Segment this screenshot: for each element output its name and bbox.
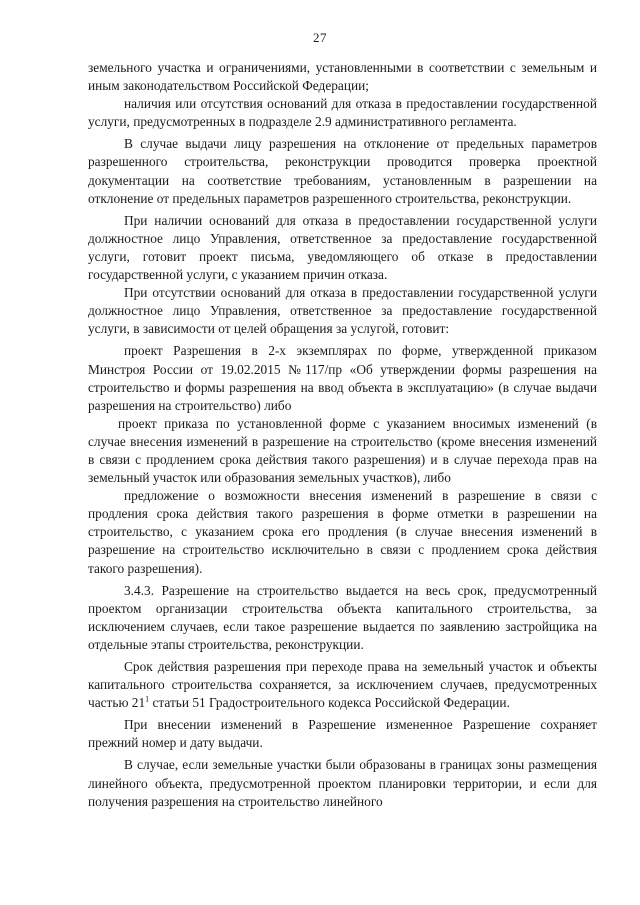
paragraph-land-plot-continuation: земельного участка и ограничениями, установленными в соответствии с земельным и иным законодательством Российской Федерации; <box>88 60 597 94</box>
paragraph-permit-validity-transfer <box>88 658 597 712</box>
superscript-part-number: 1 <box>145 694 150 704</box>
text-validity-tail: статьи 51 Градостроительного кодекса Российской Федерации. <box>149 695 510 711</box>
paragraph-changes-keep-number: При внесении изменений в Разрешение измененное Разрешение сохраняет прежний номер и дату выдачи. <box>88 717 597 751</box>
paragraph-extension-proposal: предложение о возможности внесения изменений в разрешение в связи с продления срока действия такого разрешения в форме отметки в разрешении на строительство, с указанием срока его продления (в случае внесения изменений в разрешение на строительство исключительно в связи с продлением срока действия такого разрешения). <box>88 488 597 576</box>
paragraph-order-draft: проект приказа по установленной форме с указанием вносимых изменений (в случае внесения изменений в разрешение на строительство (кроме внесения изменений в связи с продлением срока действия такого разрешения) и в случае перехода прав на земельный участок или образования земельных участков), либо <box>88 415 597 486</box>
paragraph-grounds-refusal-check: наличия или отсутствия оснований для отказа в предоставлении государственной услуги, предусмотренных в подразделе 2.9 административного регламента. <box>88 96 597 130</box>
paragraph-section-3-4-3: 3.4.3. Разрешение на строительство выдается на весь срок, предусмотренный проектом организации строительства объекта капитального строительства, за исключением случаев, если такое разрешение выдается по заявлению застройщика на отдельные этапы строительства, реконструкции. <box>88 582 597 652</box>
paragraph-permit-draft: проект Разрешения в 2-х экземплярах по форме, утвержденной приказом Минстроя России от 19.02.2015 №117/пр «Об утверждении формы разрешения на строительство и формы разрешения на ввод объекта в эксплуатацию» (в случае выдачи разрешения на строительство) либо <box>88 343 597 413</box>
text-validity-main: Срок действия разрешения при переходе права на земельный участок и объекты капитального строительства сохраняется, за исключением случаев, предусмотренных частью 21 <box>88 659 597 711</box>
paragraph-no-refusal-grounds: При отсутствии оснований для отказа в предоставлении государственной услуги должностное лицо Управления, ответственное за предоставление государственной услуги, в зависимости от целей обращения за услугой, готовит: <box>88 285 597 337</box>
page-number: 27 <box>313 30 327 45</box>
paragraph-deviation-permit: В случае выдачи лицу разрешения на отклонение от предельных параметров разрешенного строительства, реконструкции проводится проверка проектной документации на соответствие требованиям, установленным в разрешении на отклонение от предельных параметров разрешенного строительства, реконструкции. <box>88 136 597 206</box>
paragraph-linear-object-zone: В случае, если земельные участки были образованы в границах зоны размещения линейного объекта, предусмотренной проектом планировки территории, и если для получения разрешения на строительство линейного <box>88 757 597 809</box>
document-body <box>88 59 597 811</box>
paragraph-refusal-letter: При наличии оснований для отказа в предоставлении государственной услуги должностное лицо Управления, ответственное за предоставление государственной услуги, готовит проект письма, уведомляющего об отказе в предоставлении государственной услуги, с указанием причин отказа. <box>88 212 597 283</box>
